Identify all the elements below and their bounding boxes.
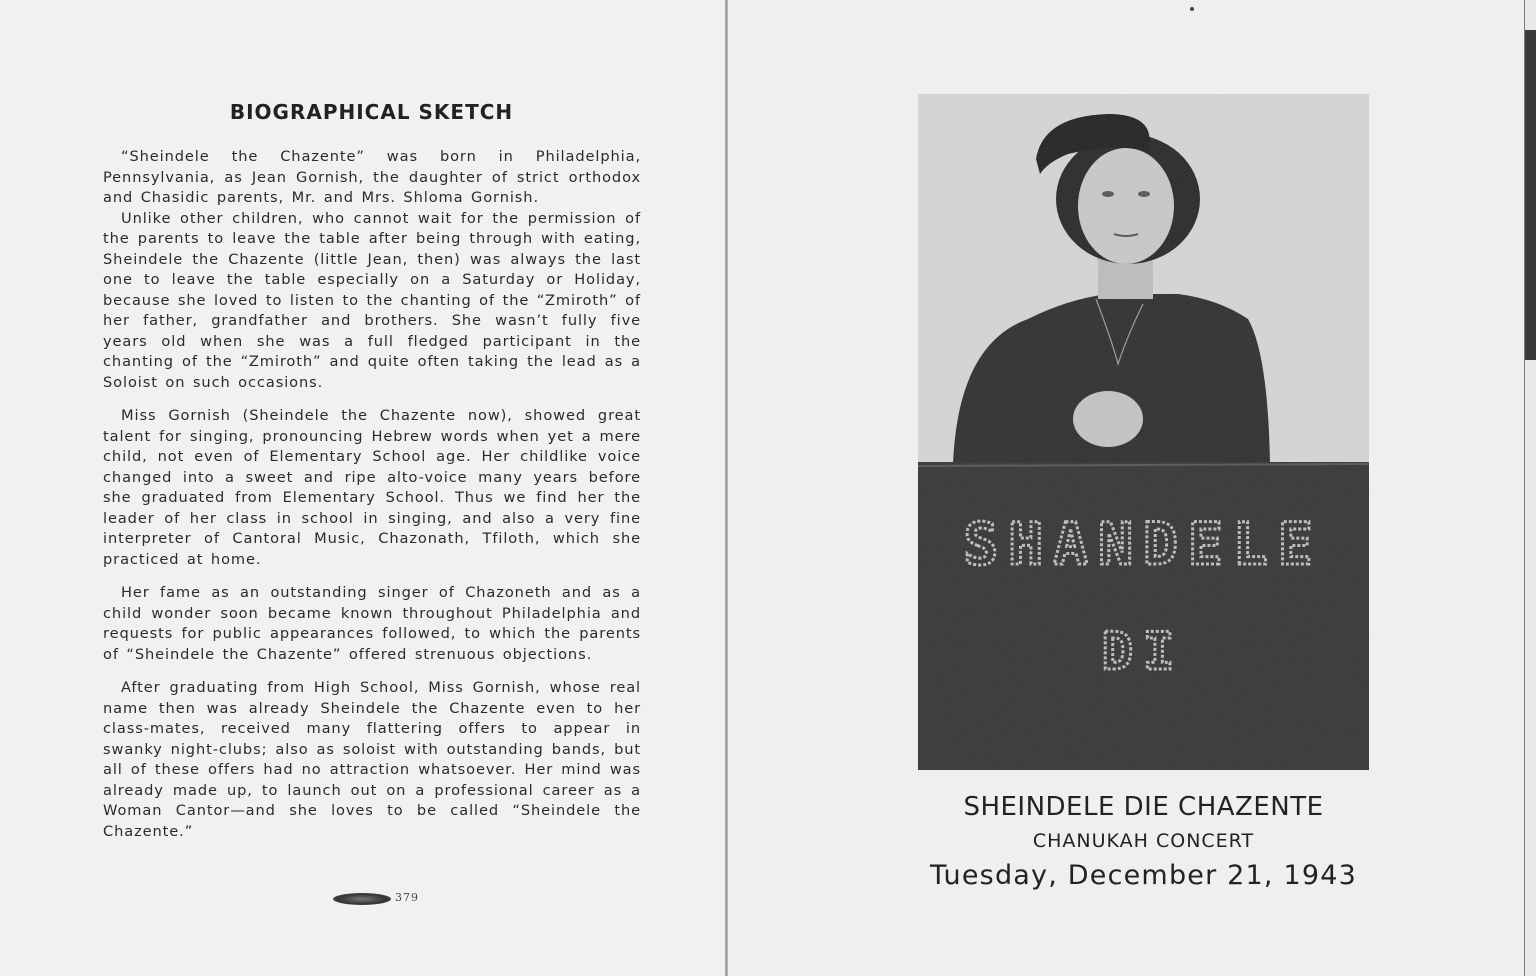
biography-paragraph: After graduating from High School, Miss Gornish, whose real name then was already Sheindele the Chazente even to her class-mates, received many flattering offers to appear in swanky night-clubs; also as soloist with outstanding bands, but all of these offers had no attraction whatsoever. Her mind was already made up, to launch out on a professional career as a Woman Cantor—and she loves to be called “Sheindele the Chazente.”	[103, 679, 641, 840]
concert-date: Tuesday, December 21, 1943	[929, 860, 1358, 891]
concert-title: SHEINDELE DIE CHAZENTE	[963, 792, 1324, 822]
page-number: 379	[395, 891, 419, 904]
center-fold	[725, 0, 728, 976]
portrait-illustration	[918, 94, 1369, 770]
print-speck	[1190, 7, 1194, 11]
page-edge-shadow	[1525, 30, 1536, 360]
biography-paragraph: Miss Gornish (Sheindele the Chazente now), showed great talent for singing, pronouncing Hebrew words when yet a mere child, not even of Elementary School age. Her childlike voice changed into a sweet and ripe alto-voice many years before she graduated from Elementary School. Thus we find her the leader of her class in school in singing, and also a very fine interpreter of Cantoral Music, Chazonath, Tfiloth, which she practiced at home.	[103, 407, 641, 568]
biography-text	[103, 147, 641, 855]
union-label-icon	[333, 892, 393, 906]
portrait-photo	[918, 94, 1369, 770]
biography-paragraph: Unlike other children, who cannot wait for the permission of the parents to leave the table after being through with eating, Sheindele the Chazente (little Jean, then) was always the last one to leave the table especially on a Saturday or Holiday, because she loved to listen to the chanting of the “Zmiroth” of her father, grandfather and brothers. She wasn’t fully five years old when she was a full fledged participant in the chanting of the “Zmiroth” and quite often taking the lead as a Soloist on such occasions.	[103, 209, 641, 391]
concert-subtitle: CHANUKAH CONCERT	[1032, 830, 1255, 852]
biography-paragraph: “Sheindele the Chazente” was born in Philadelphia, Pennsylvania, as Jean Gornish, the daughter of strict orthodox and Chasidic parents, Mr. and Mrs. Shloma Gornish.	[103, 148, 641, 206]
biography-paragraph: Her fame as an outstanding singer of Chazoneth and as a child wonder soon became known throughout Philadelphia and requests for public appearances followed, to which the parents of “Sheindele the Chazente” offered strenuous objections.	[103, 584, 641, 663]
biography-heading: BIOGRAPHICAL SKETCH	[229, 100, 514, 124]
